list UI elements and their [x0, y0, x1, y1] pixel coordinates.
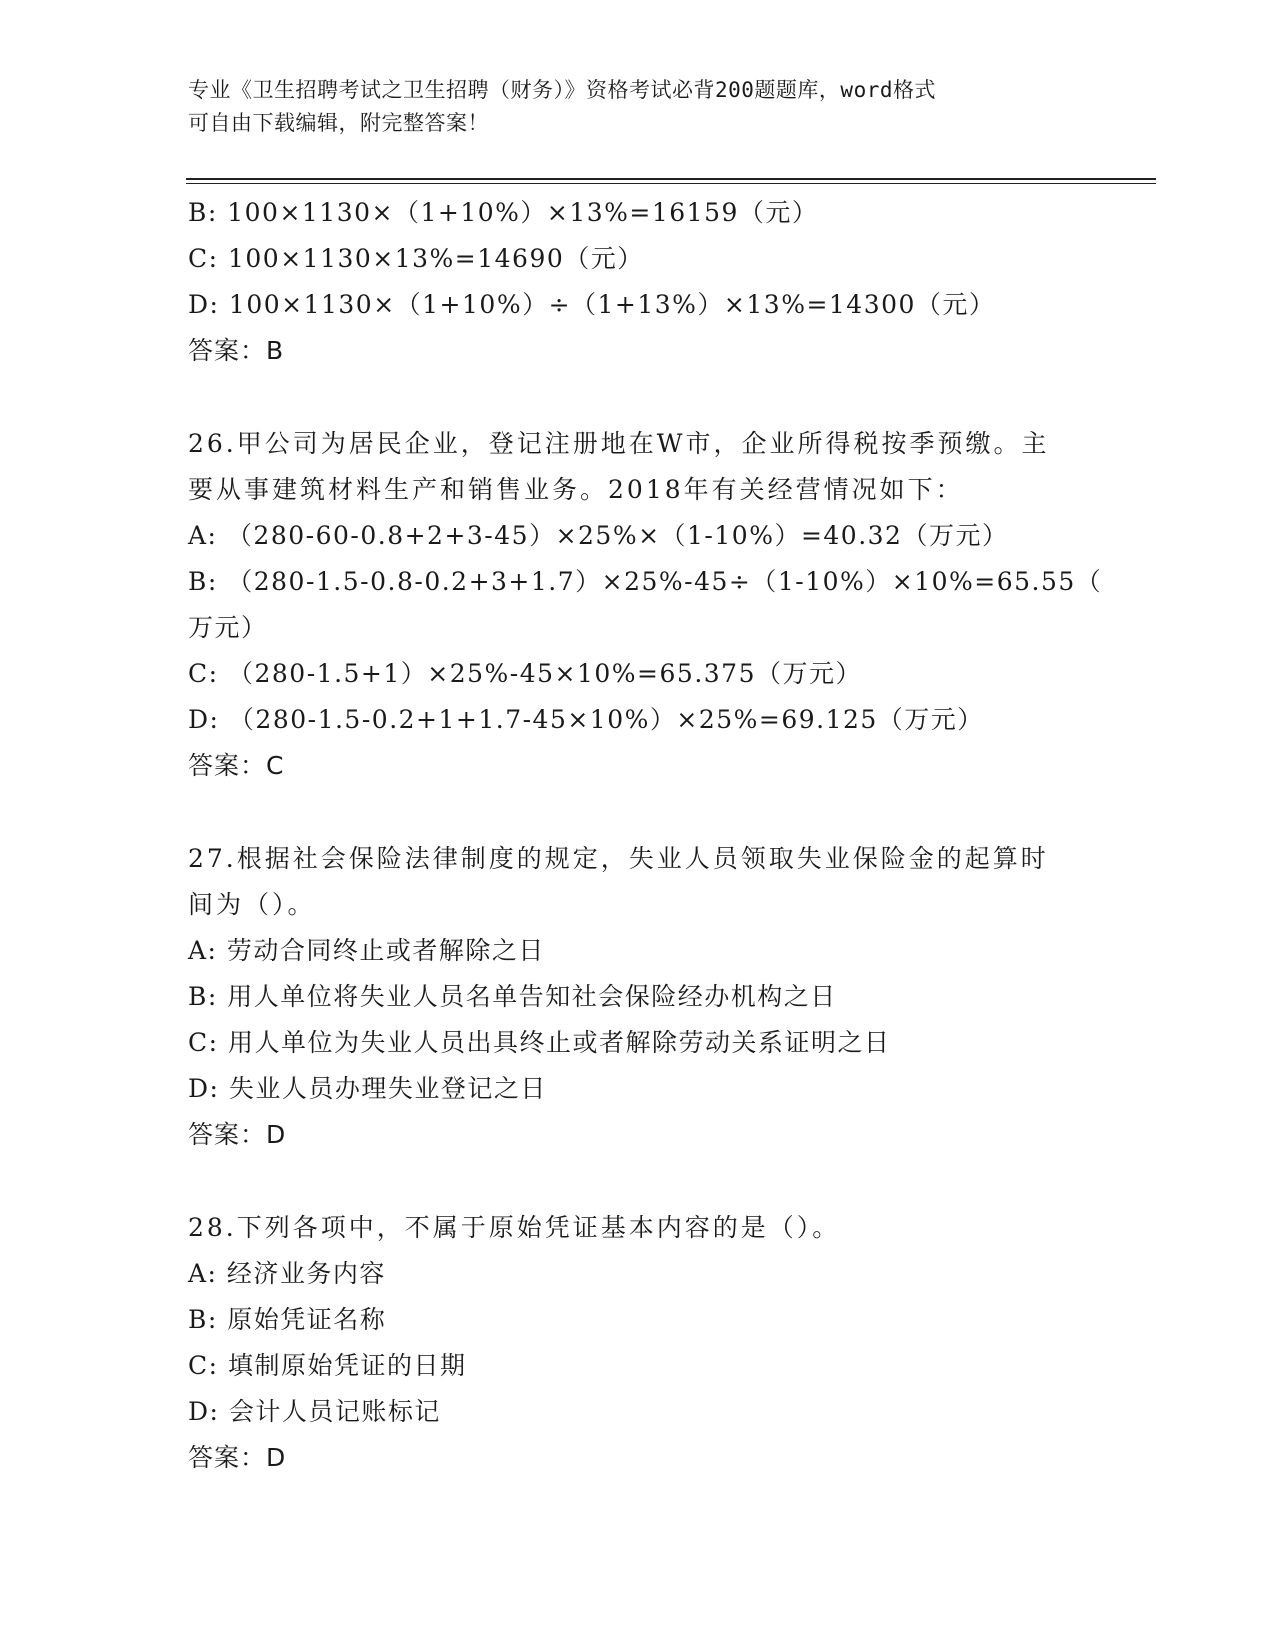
question-28-option-c: C: 填制原始凭证的日期 — [188, 1351, 467, 1380]
spacer — [188, 1158, 1088, 1205]
header-title-line-2: 可自由下载编辑，附完整答案！ — [188, 111, 489, 135]
spacer — [188, 789, 1088, 836]
question-list — [188, 190, 1103, 1481]
question-26-stem: 26.甲公司为居民企业，登记注册地在W市，企业所得税按季预缴。主要从事建筑材料生产和销售业务。2018年有关经营情况如下： — [188, 429, 1050, 504]
question-25-option-d: D: 100×1130×（1+10%）÷（1+13%）×13%=14300（元） — [188, 290, 996, 319]
question-26-answer: 答案：C — [188, 751, 285, 780]
question-28-option-b: B: 原始凭证名称 — [188, 1305, 387, 1334]
question-28-answer: 答案：D — [188, 1443, 287, 1472]
header-divider-thin — [186, 183, 1156, 184]
document-header — [188, 74, 1088, 140]
question-28-stem: 28.下列各项中，不属于原始凭证基本内容的是（）。 — [188, 1213, 841, 1242]
question-25-answer: 答案：B — [188, 336, 285, 365]
question-26-option-b-line-1: B: （280-1.5-0.8-0.2+3+1.7）×25%-45÷（1-10%）×10%=65.55（ — [188, 567, 1103, 596]
question-26-option-d: D: （280-1.5-0.2+1+1.7-45×10%）×25%=69.125（万元） — [188, 705, 984, 734]
question-26 — [188, 421, 1103, 789]
header-title-line-1: 专业《卫生招聘考试之卫生招聘（财务）》资格考试必背200题题库，word格式 — [188, 78, 936, 102]
question-25-option-b: B: 100×1130×（1+10%）×13%=16159（元） — [188, 198, 819, 227]
question-27-answer: 答案：D — [188, 1120, 287, 1149]
question-26-option-c: C: （280-1.5+1）×25%-45×10%=65.375（万元） — [188, 659, 862, 688]
question-27-option-b: B: 用人单位将失业人员名单告知社会保险经办机构之日 — [188, 982, 837, 1011]
question-25-option-c: C: 100×1130×13%=14690（元） — [188, 244, 644, 273]
question-27-option-c: C: 用人单位为失业人员出具终止或者解除劳动关系证明之日 — [188, 1028, 891, 1057]
question-26-option-a: A: （280-60-0.8+2+3-45）×25%×（1-10%）=40.32（万元） — [188, 521, 1009, 550]
question-25 — [188, 190, 1088, 374]
question-27-option-d: D: 失业人员办理失业登记之日 — [188, 1074, 547, 1103]
question-27-option-a: A: 劳动合同终止或者解除之日 — [188, 936, 545, 965]
question-28-option-d: D: 会计人员记账标记 — [188, 1397, 441, 1426]
question-27-stem: 27.根据社会保险法律制度的规定，失业人员领取失业保险金的起算时间为（）。 — [188, 844, 1049, 919]
question-26-option-b-line-2: 万元） — [188, 613, 268, 642]
question-28-option-a: A: 经济业务内容 — [188, 1259, 386, 1288]
question-28 — [188, 1205, 1088, 1481]
header-divider-thick — [186, 178, 1156, 180]
question-27 — [188, 836, 1088, 1158]
spacer — [188, 374, 1088, 421]
